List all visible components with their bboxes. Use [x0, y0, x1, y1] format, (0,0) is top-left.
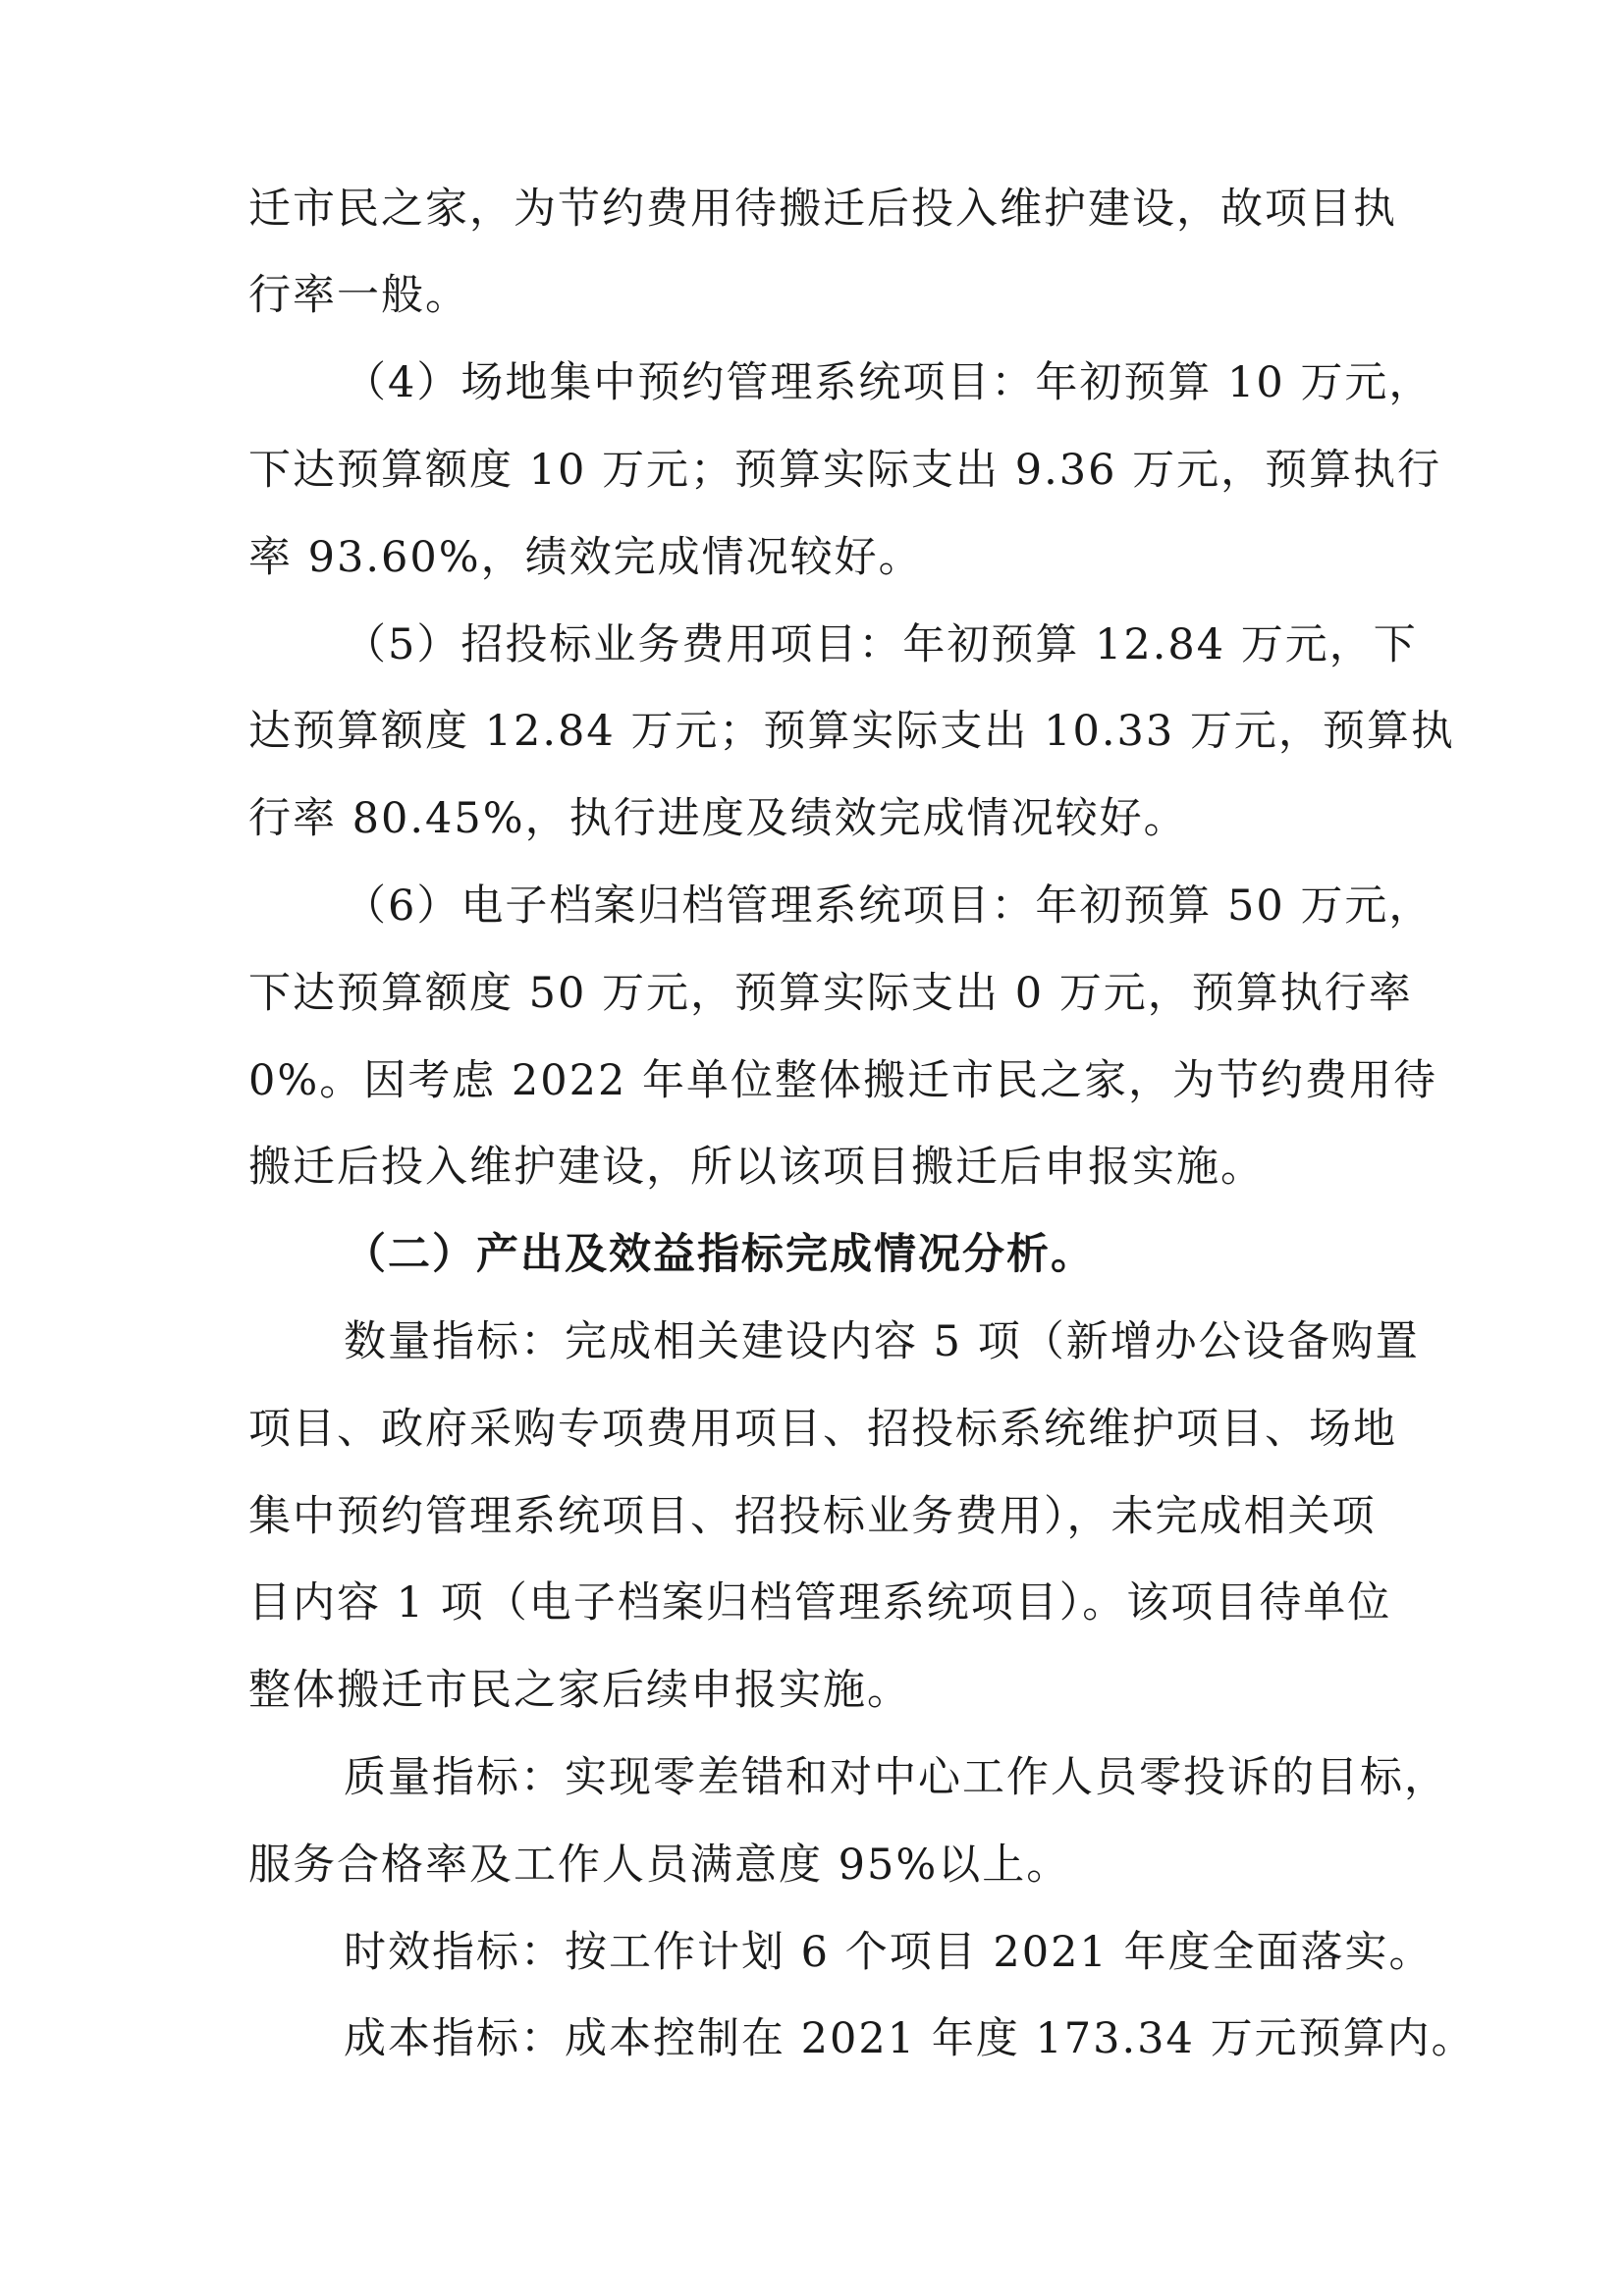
paragraph-line: （4）场地集中预约管理系统项目：年初预算 10 万元， [344, 358, 1434, 407]
text-line: 下达预算额度 10 万元；预算实际支出 9.36 万元，预算执行 [248, 446, 1442, 495]
paragraph-line: （6）电子档案归档管理系统项目：年初预算 50 万元， [344, 881, 1434, 931]
text-line: 下达预算额度 50 万元，预算实际支出 0 万元，预算执行率 [248, 969, 1413, 1018]
paragraph-line: 数量指标：完成相关建设内容 5 项（新增办公设备购置 [344, 1317, 1420, 1366]
text-line: 目内容 1 项（电子档案归档管理系统项目）。该项目待单位 [248, 1578, 1392, 1628]
text-line: 服务合格率及工作人员满意度 95%以上。 [248, 1841, 1071, 1890]
paragraph-line: （5）招投标业务费用项目：年初预算 12.84 万元，下 [344, 620, 1418, 669]
paragraph-line: 成本指标：成本控制在 2021 年度 173.34 万元预算内。 [344, 2014, 1476, 2063]
paragraph-line: 质量指标：实现零差错和对中心工作人员零投诉的目标， [344, 1753, 1448, 1802]
text-line: 率 93.60%，绩效完成情况较好。 [248, 533, 923, 582]
text-line: 行率一般。 [248, 271, 469, 320]
text-line: 达预算额度 12.84 万元；预算实际支出 10.33 万元，预算执 [248, 707, 1455, 756]
text-line: 整体搬迁市民之家后续申报实施。 [248, 1666, 911, 1715]
paragraph-line: 时效指标：按工作计划 6 个项目 2021 年度全面落实。 [344, 1928, 1434, 1977]
section-heading: （二）产出及效益指标完成情况分析。 [344, 1230, 1095, 1279]
text-line: 迁市民之家，为节约费用待搬迁后投入维护建设，故项目执 [248, 185, 1397, 234]
text-line: 搬迁后投入维护建设，所以该项目搬迁后申报实施。 [248, 1143, 1265, 1192]
text-line: 项目、政府采购专项费用项目、招投标系统维护项目、场地 [248, 1405, 1397, 1454]
text-line: 集中预约管理系统项目、招投标业务费用），未完成相关项 [248, 1492, 1377, 1541]
text-line: 0%。因考虑 2022 年单位整体搬迁市民之家，为节约费用待 [248, 1056, 1437, 1105]
text-line: 行率 80.45%，执行进度及绩效完成情况较好。 [248, 794, 1188, 843]
